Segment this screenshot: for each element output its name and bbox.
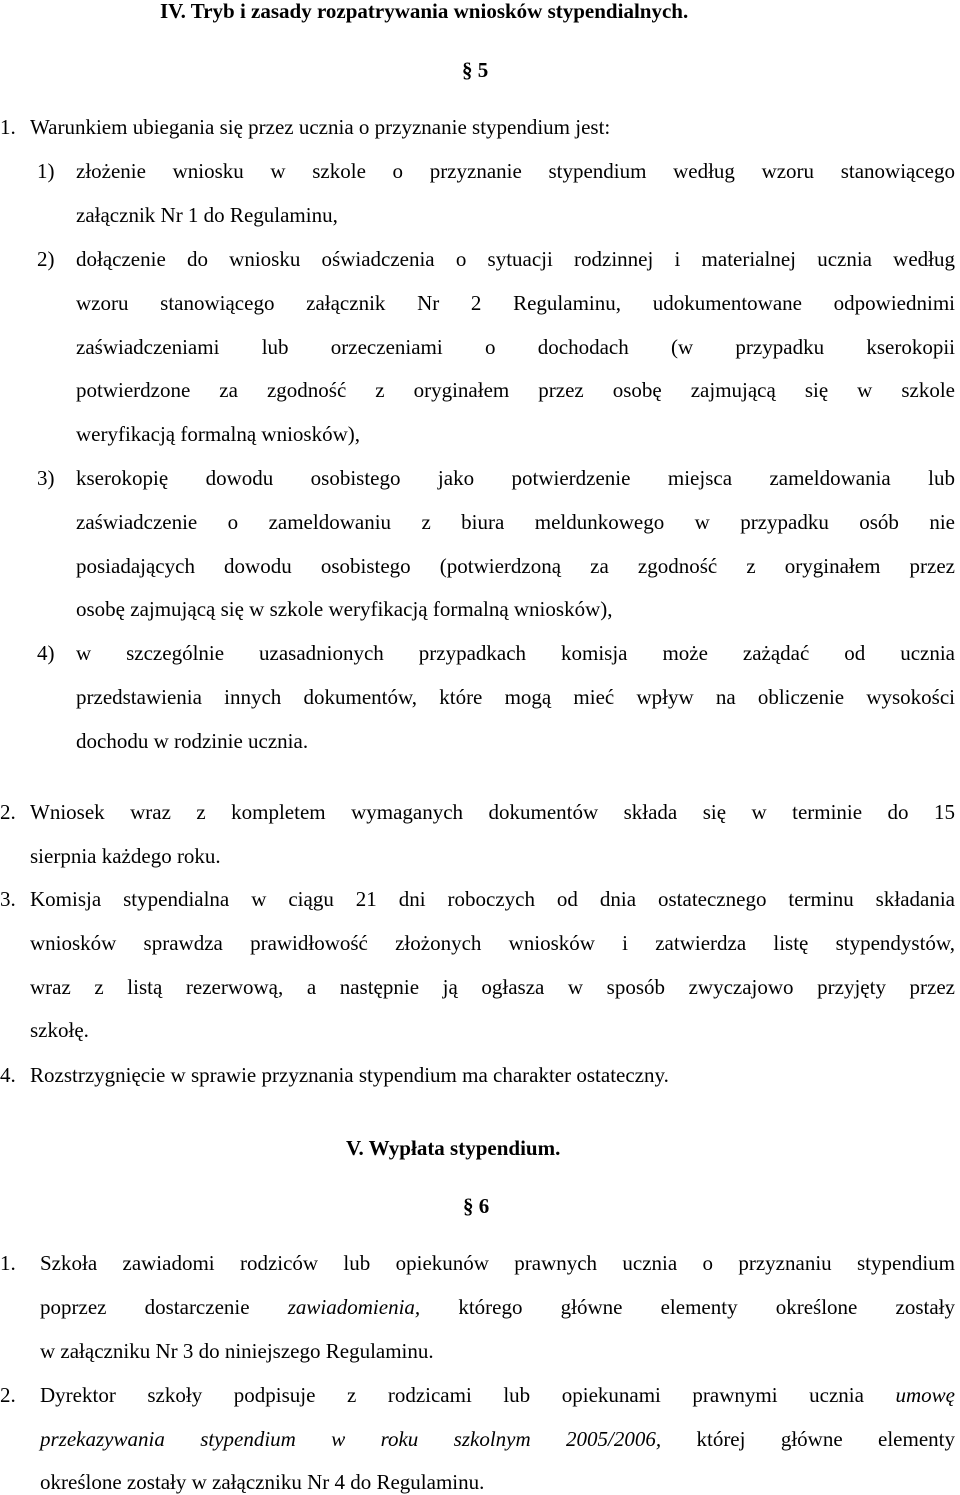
item-line: Wniosek wraz z kompletem wymaganych dokumentów składa się w terminie do 15	[30, 800, 955, 824]
text-run: którego główne elementy określone zostały	[458, 1295, 956, 1319]
subitem-number: 1)	[37, 159, 55, 183]
italic-term: umowę	[895, 1383, 955, 1407]
subitem-line: dochodu w rodzinie ucznia.	[76, 729, 309, 753]
subitem-line: posiadających dowodu osobistego (potwierdzoną za zgodność z oryginałem przez	[76, 554, 955, 578]
item-line: określone zostały w załączniku Nr 4 do Regulaminu.	[40, 1470, 485, 1494]
subitem-line: potwierdzone za zgodność z oryginałem przez osobę zajmującą się w szkole	[76, 378, 955, 402]
item-line	[40, 1385, 955, 1406]
item-line: szkołę.	[30, 1018, 89, 1042]
subitem-line: wzoru stanowiącego załącznik Nr 2 Regulaminu, udokumentowane odpowiednimi	[76, 291, 955, 315]
item-line: Komisja stypendialna w ciągu 21 dni roboczych od dnia ostatecznego terminu składania	[30, 887, 955, 911]
text-run: Dyrektor szkoły podpisuje z rodzicami lub opiekunami prawnymi ucznia	[40, 1383, 864, 1407]
item-line: wraz z listą rezerwową, a następnie ją ogłasza w sposób zwyczajowo przyjęty przez	[30, 975, 955, 999]
section-heading: IV. Tryb i zasady rozpatrywania wniosków stypendialnych.	[160, 0, 689, 23]
italic-term: zawiadomienia,	[287, 1295, 421, 1319]
text-run: której główne elementy	[696, 1427, 955, 1451]
italic-term: przekazywania stypendium w roku szkolnym 2005/2006,	[40, 1427, 662, 1451]
item-line: sierpnia każdego roku.	[30, 844, 221, 868]
item-number: 2.	[0, 1383, 16, 1407]
item-number: 4.	[0, 1063, 16, 1087]
item-number: 2.	[0, 800, 16, 824]
item-line: Szkoła zawiadomi rodziców lub opiekunów prawnych ucznia o przyznaniu stypendium	[40, 1251, 955, 1275]
subitem-line: zaświadczenie o zameldowaniu z biura meldunkowego w przypadku osób nie	[76, 510, 955, 534]
subitem-number: 2)	[37, 247, 55, 271]
subitem-line: weryfikacją formalną wniosków),	[76, 422, 360, 446]
text-run: poprzez dostarczenie	[40, 1295, 250, 1319]
subitem-line: kserokopię dowodu osobistego jako potwierdzenie miejsca zameldowania lub	[76, 466, 955, 490]
item-number: 1.	[0, 115, 16, 139]
item-number: 1.	[0, 1251, 16, 1275]
subitem-line: w szczególnie uzasadnionych przypadkach komisja może zażądać od ucznia	[76, 641, 955, 665]
item-line: wniosków sprawdza prawidłowość złożonych wniosków i zatwierdza listę stypendystów,	[30, 931, 955, 955]
subitem-line: dołączenie do wniosku oświadczenia o sytuacji rodzinnej i materialnej ucznia według	[76, 247, 955, 271]
subitem-number: 4)	[37, 641, 55, 665]
subitem-line: zaświadczeniami lub orzeczeniami o dochodach (w przypadku kserokopii	[76, 335, 955, 359]
item-number: 3.	[0, 887, 16, 911]
paragraph-sign: § 6	[463, 1194, 490, 1218]
item-line	[40, 1297, 955, 1318]
item-line: w załączniku Nr 3 do niniejszego Regulaminu.	[40, 1339, 434, 1363]
item-line: Rozstrzygnięcie w sprawie przyznania stypendium ma charakter ostateczny.	[30, 1063, 669, 1087]
subitem-line: przedstawienia innych dokumentów, które mogą mieć wpływ na obliczenie wysokości	[76, 685, 955, 709]
subitem-line: załącznik Nr 1 do Regulaminu,	[76, 203, 338, 227]
subitem-number: 3)	[37, 466, 55, 490]
subitem-line: złożenie wniosku w szkole o przyznanie stypendium według wzoru stanowiącego	[76, 159, 955, 183]
section-heading: V. Wypłata stypendium.	[346, 1136, 561, 1160]
item-line	[40, 1429, 955, 1450]
item-lead: Warunkiem ubiegania się przez ucznia o przyznanie stypendium jest:	[30, 115, 611, 139]
subitem-line: osobę zajmującą się w szkole weryfikacją formalną wniosków),	[76, 597, 613, 621]
paragraph-sign: § 5	[462, 58, 489, 82]
